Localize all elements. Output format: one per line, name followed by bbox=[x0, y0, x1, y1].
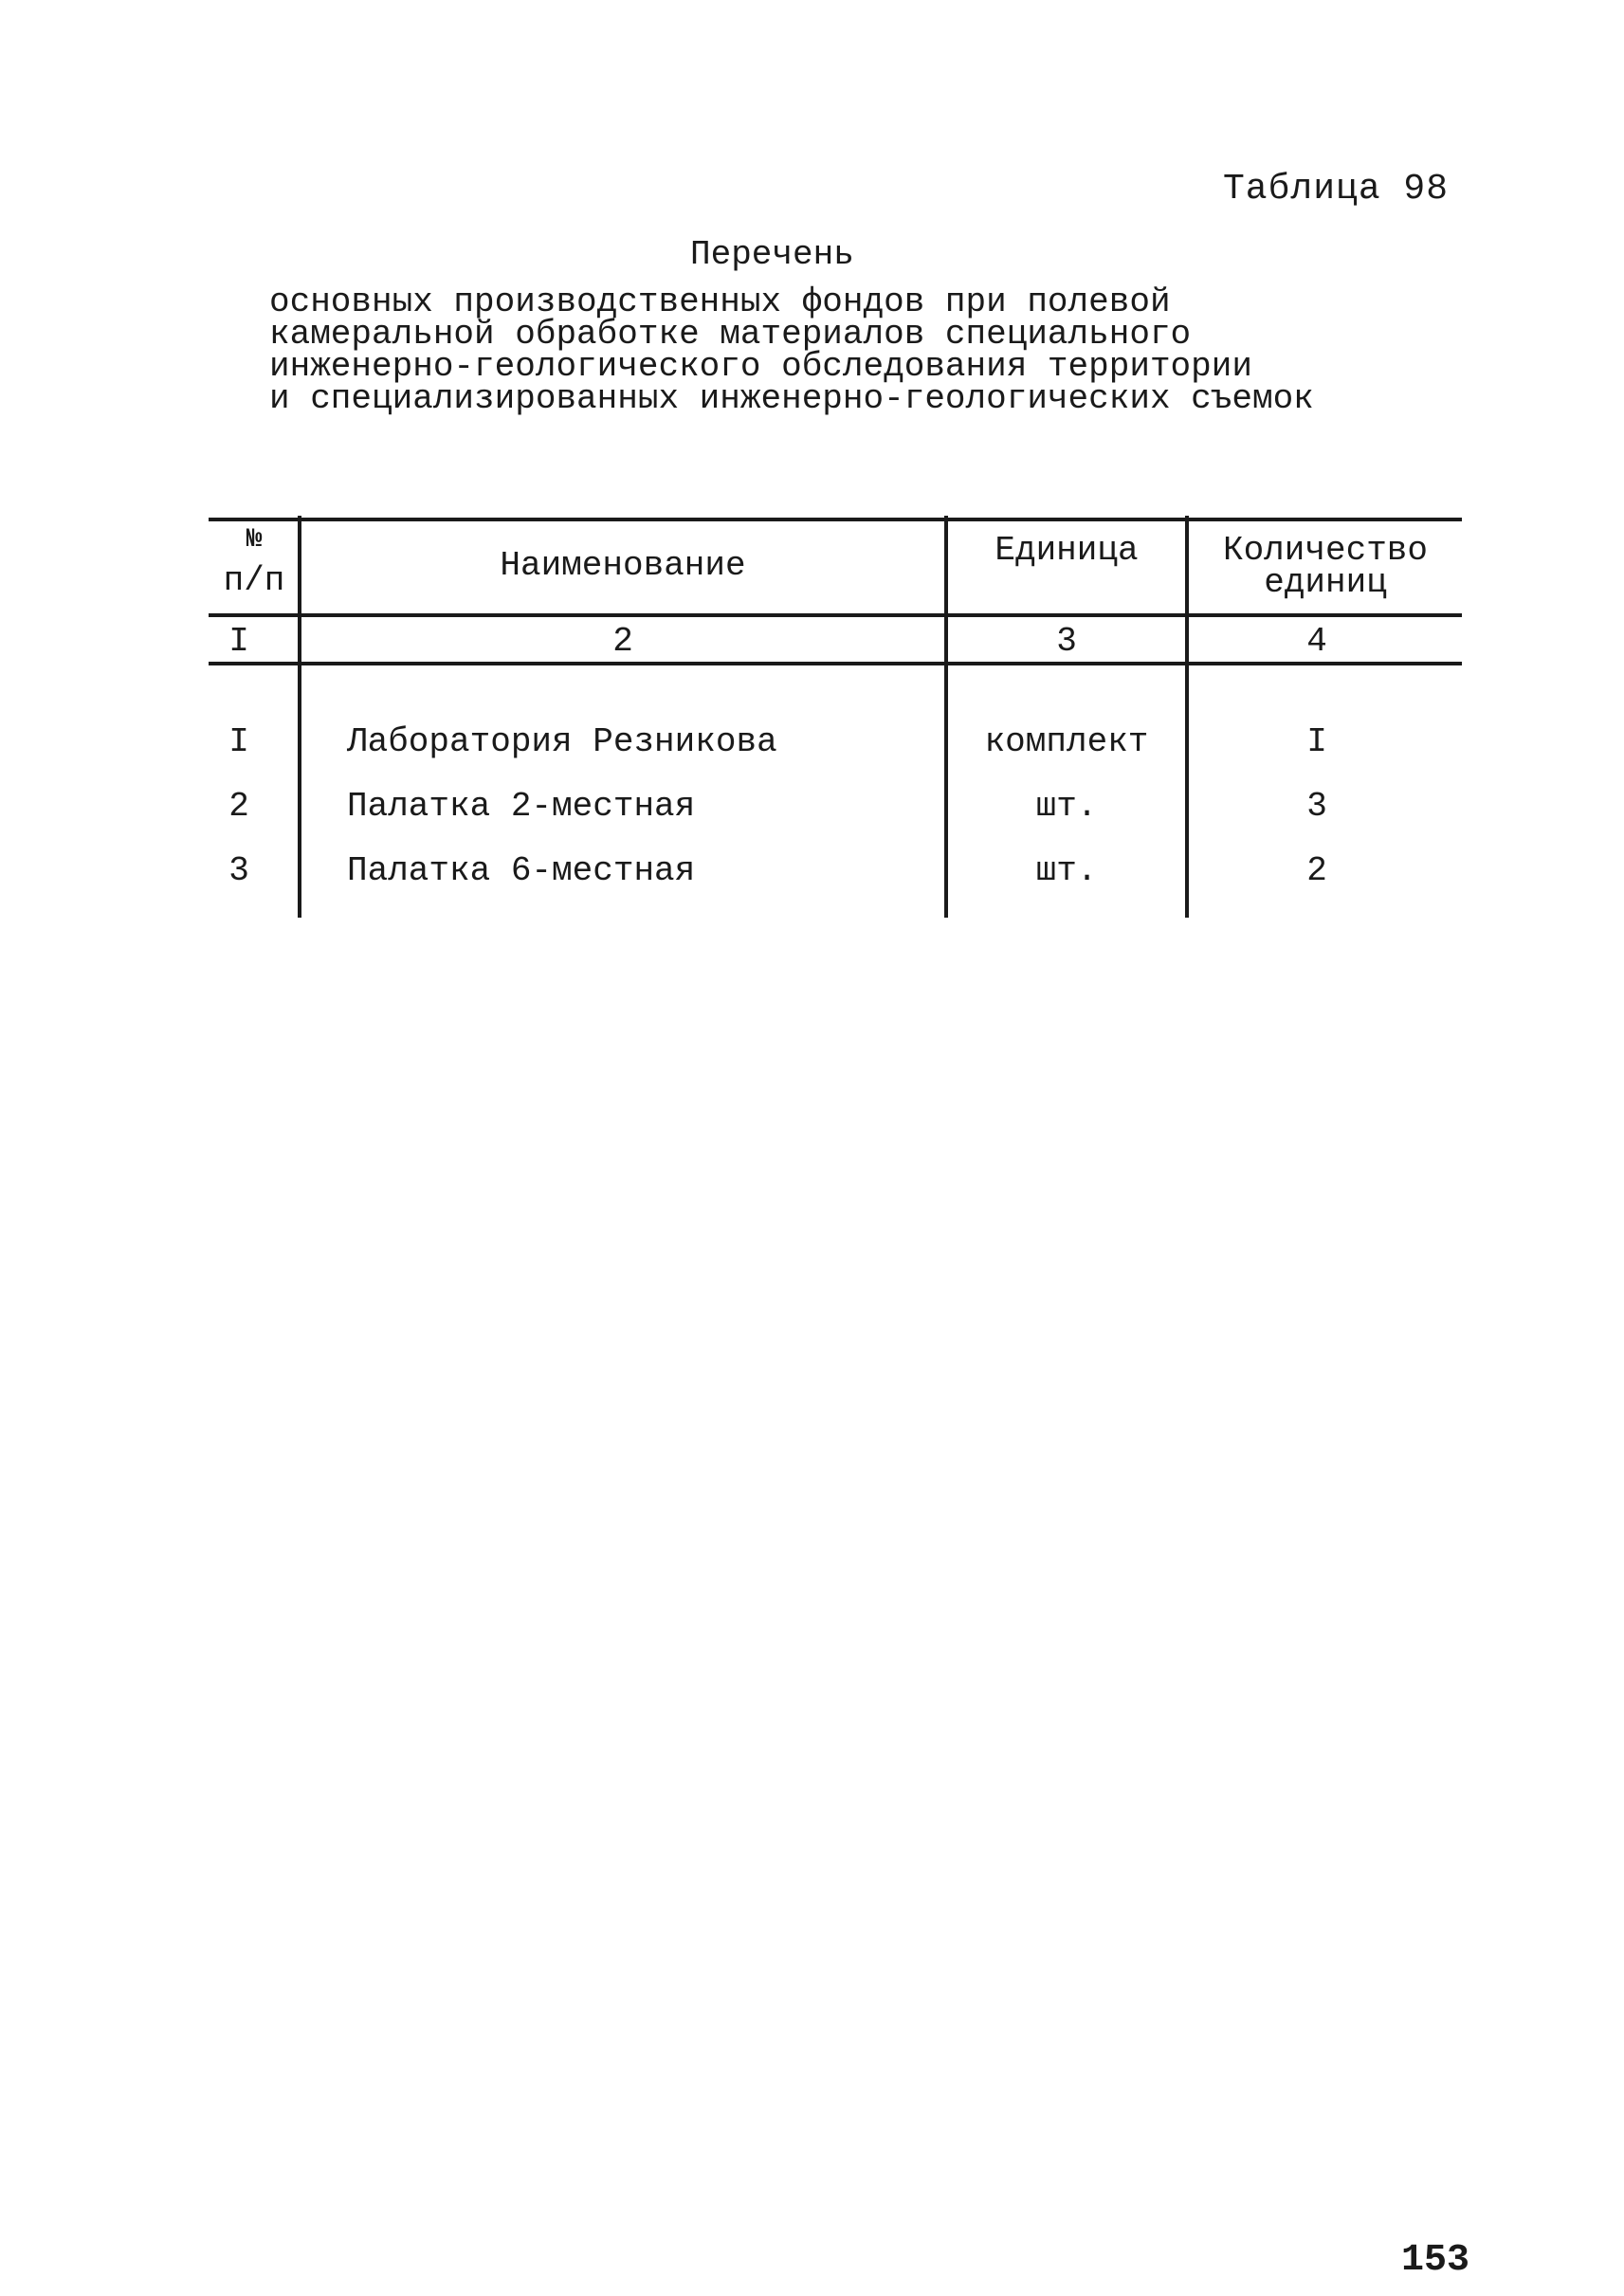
subtitle-line: и специализированных инженерно-геологических съемок bbox=[269, 379, 1314, 418]
row-name: Палатка 6-местная bbox=[347, 851, 696, 890]
header-qty-line1: Количество bbox=[1222, 531, 1429, 570]
table-top-rule bbox=[209, 518, 1462, 521]
row-qty: 3 bbox=[1306, 787, 1327, 826]
header-num-label: п/п bbox=[223, 561, 285, 600]
column-number: I bbox=[228, 622, 249, 661]
document-title: Перечень bbox=[690, 235, 854, 274]
row-name: Палатка 2-местная bbox=[347, 787, 696, 826]
row-qty: 2 bbox=[1306, 851, 1327, 890]
column-number: 2 bbox=[612, 622, 633, 661]
row-unit: шт. bbox=[1035, 851, 1098, 890]
header-num-symbol: № bbox=[246, 525, 263, 555]
header-qty-line2: единиц bbox=[1264, 563, 1387, 602]
row-num: 3 bbox=[228, 851, 249, 890]
header-unit: Единица bbox=[994, 531, 1139, 570]
subtitle-line: камеральной обработке материалов специального bbox=[269, 315, 1192, 354]
row-num: 2 bbox=[228, 787, 249, 826]
column-number: 3 bbox=[1056, 622, 1077, 661]
row-name: Лаборатория Резникова bbox=[347, 722, 777, 761]
row-unit: шт. bbox=[1035, 787, 1098, 826]
page-number: 153 bbox=[1401, 2239, 1470, 2282]
subtitle-line: основных производственных фондов при полевой bbox=[269, 282, 1171, 321]
table-label: Таблица 98 bbox=[1223, 169, 1450, 210]
column-numbers-rule bbox=[209, 662, 1462, 665]
header-bottom-rule bbox=[209, 613, 1462, 617]
row-unit: комплект bbox=[984, 722, 1149, 761]
subtitle-line: инженерно-геологического обследования территории bbox=[269, 347, 1252, 386]
header-name: Наименование bbox=[500, 546, 746, 585]
row-qty: I bbox=[1306, 722, 1327, 761]
column-number: 4 bbox=[1306, 622, 1327, 661]
row-num: I bbox=[228, 722, 249, 761]
